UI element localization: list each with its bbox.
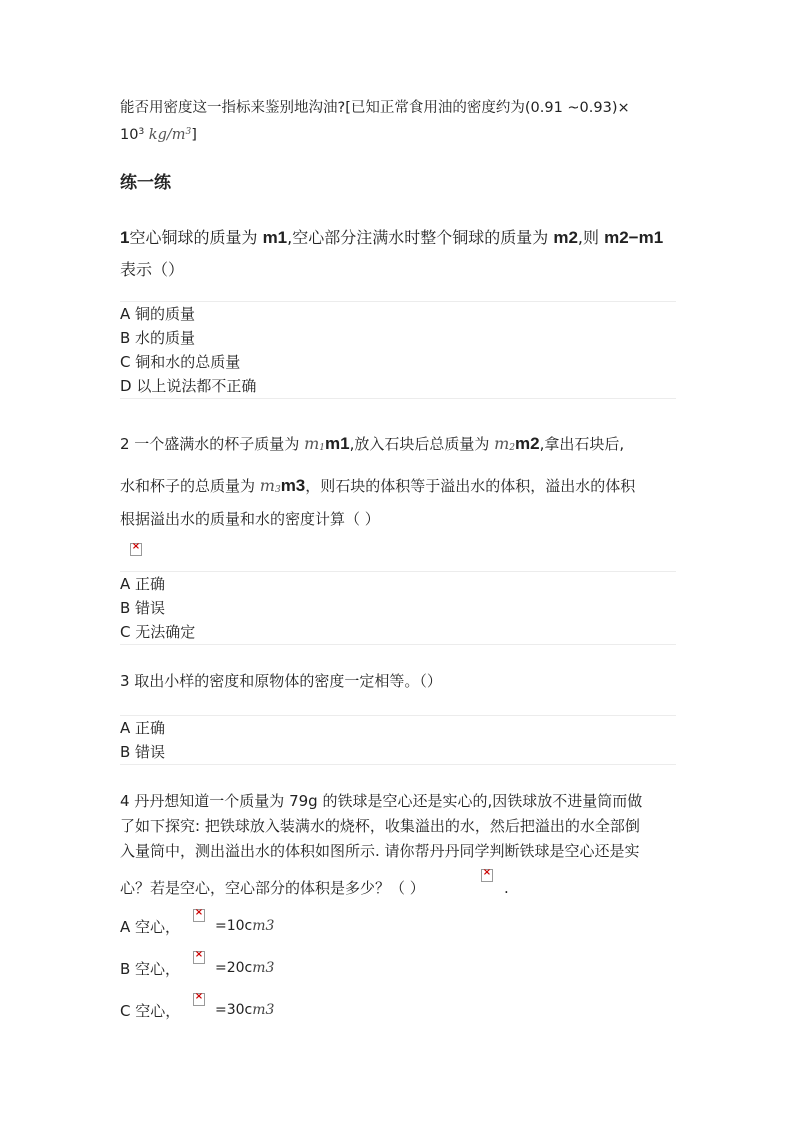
q2-option-b[interactable]: B 错误 [120,599,166,617]
q2-line-3: 根据溢出水的质量和水的密度计算（ ） [120,510,380,528]
q1-m1: m1 [262,228,288,247]
q4-line-2: 了如下探究: 把铁球放入装满水的烧杯，收集溢出的水，然后把溢出的水全部倒 [120,817,640,835]
q2-text-c: ,拿出石块后, [539,435,625,453]
broken-image-icon: × [193,951,205,964]
broken-image-icon: × [193,909,205,922]
q2-text-d: 水和杯子的总质量为 [120,477,260,495]
q2-text-a: 2 一个盛满水的杯子质量为 [120,435,305,453]
q2-options [120,571,676,645]
q4-line-1: 4 丹丹想知道一个质量为 79g 的铁球是空心还是实心的,因铁球放不进量筒而做 [120,792,643,810]
q4-option-b[interactable] [120,958,180,979]
q2-m2: m2 [515,434,540,453]
section-heading: 练一练 [120,173,171,193]
q1-text-b: ,空心部分注满水时整个铜球的质量为 [287,228,554,247]
q4-option-b-label: B 空心， [120,960,181,978]
q1-option-c[interactable]: C 铜和水的总质量 [120,353,241,371]
q1-options [120,301,676,399]
intro-base: 10 [120,127,139,143]
broken-image-icon: × [193,993,205,1006]
intro-end: ] [191,127,197,143]
intro-line-1: 能否用密度这一指标来鉴别地沟油?[已知正常食用油的密度约为(0.91 ~0.93)× [120,100,630,116]
broken-image-icon: × [481,869,493,882]
q2-line-1 [120,433,624,454]
q2-text-e: ，则石块的体积等于溢出水的体积，溢出水的体积 [305,477,636,495]
q4-option-b-value: =20cm3 [215,960,275,976]
intro-unit: $kg/m^3$ [148,127,192,143]
q1-text-a: 空心铜球的质量为 [129,228,263,247]
q4-line-4 [120,875,425,901]
q1-m2-minus-m1: m2−m1 [604,228,664,247]
q2-m-symbol-3: m3 [259,476,281,495]
q3-option-b[interactable]: B 错误 [120,743,166,761]
q2-line-2 [120,475,635,496]
q2-m1: m1 [325,434,350,453]
q3-options [120,715,676,765]
q4-option-c-value: =30cm3 [215,1002,275,1018]
q1-option-d[interactable]: D 以上说法都不正确 [120,377,257,395]
q1-option-a[interactable]: A 铜的质量 [120,305,196,323]
q2-m-symbol-2: m2 [494,434,516,453]
intro-line-2 [120,122,197,145]
q4-option-a-value: =10cm3 [215,918,275,934]
q4-option-c-label: C 空心， [120,1002,181,1020]
q2-text-b: ,放入石块后总质量为 [349,435,495,453]
q4-option-a-label: A 空心， [120,918,181,936]
q2-m3: m3 [280,476,306,495]
q2-m-symbol-1: m1 [304,434,325,453]
q4-option-a[interactable] [120,916,180,937]
broken-image-icon: × [130,543,142,556]
q4-line-4-end: . [504,879,509,897]
q4-option-c[interactable] [120,1000,180,1021]
q1-text-c: ,则 [577,228,605,247]
q4-line-4-text: 心？若是空心，空心部分的体积是多少？（ ） [120,879,425,897]
q3-option-a[interactable]: A 正确 [120,719,166,737]
q1-number: 1 [120,228,130,247]
q1-option-b[interactable]: B 水的质量 [120,329,196,347]
q2-option-c[interactable]: C 无法确定 [120,623,196,641]
q1-m2: m2 [553,228,578,247]
intro-exponent: 3 [138,127,145,137]
q2-option-a[interactable]: A 正确 [120,575,166,593]
q1-line-2: 表示（） [120,260,185,279]
q3-text: 3 取出小样的密度和原物体的密度一定相等。（） [120,672,442,690]
q4-line-3: 入量筒中，测出溢出水的体积如图所示. 请你帮丹丹同学判断铁球是空心还是实 [120,842,640,860]
q1-line-1 [120,225,663,248]
